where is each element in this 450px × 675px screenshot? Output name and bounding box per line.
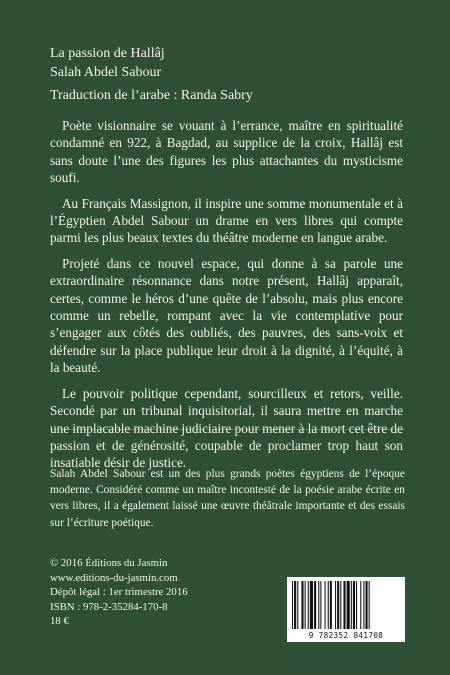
blurb-paragraph: Au Français Massignon, il inspire une somme monumentale et à l’Égyptien Abdel Sabour un drame en vers libres qui compte parmi les plus beaux textes du théâtre moderne en langue arabe.	[50, 195, 403, 246]
author-bio	[50, 466, 405, 531]
blurb-paragraph: Projeté dans ce nouvel espace, qui donne à sa parole une extraordinaire résonnance dans notre présent, Hallâj apparaît, certes, comme le héros d’une quête de l’absolu, mais plus encore comme un rebelle, rompant avec la vie contemplative pour s’engager aux côtés des oubliés, des pauvres, des sans-voix et défendre sur la place publique leur droit à la dignité, à l’équité, à la beauté.	[50, 255, 403, 376]
legal-deposit: Dépôt légal : 1er trimestre 2016	[50, 586, 188, 599]
section-divider	[50, 429, 405, 430]
publisher-website: www.editions-du-jasmin.com	[50, 571, 178, 584]
blurb-paragraph: Poète visionnaire se vouant à l’errance, maître en spiritualité condamné en 922, à Bagdad, au supplice de la croix, Hallâj est sans doute l’une des figures les plus attachantes du mysticisme soufi.	[50, 118, 403, 186]
book-author: Salah Abdel Sabour	[50, 65, 162, 80]
cover-header	[50, 44, 410, 105]
blurb	[50, 117, 403, 480]
book-title: La passion de Hallâj	[50, 46, 165, 61]
isbn-barcode	[287, 577, 405, 642]
blurb-paragraph: Le pouvoir politique cependant, sourcilleux et retors, veille. Secondé par un tribunal inquisitorial, il saura mettre en marche une implacable machine judiciaire pour mener à la mort cet être de passion et de générosité, coupable de proclamer trop haut son insatiable désir de justice.	[50, 385, 403, 471]
translator-credit: Traduction de l’arabe : Randa Sabry	[50, 88, 253, 103]
author-bio-text: Salah Abdel Sabour est un des plus grands poètes égyptiens de l’époque moderne. Considéré comme un maître incontesté de la poésie arabe écrite en vers libres, il a également laissé une œuvre théâtrale importante et des essais sur l’écriture poétique.	[50, 468, 405, 529]
barcode-digits: 9 782352 841708	[308, 631, 384, 640]
isbn-line: ISBN : 978-2-35284-170-8	[50, 600, 168, 613]
price-line: 18 €	[50, 615, 69, 628]
publisher-imprint	[50, 556, 290, 629]
barcode-bars-icon	[292, 581, 400, 629]
copyright-line: © 2016 Éditions du Jasmin	[50, 557, 168, 569]
